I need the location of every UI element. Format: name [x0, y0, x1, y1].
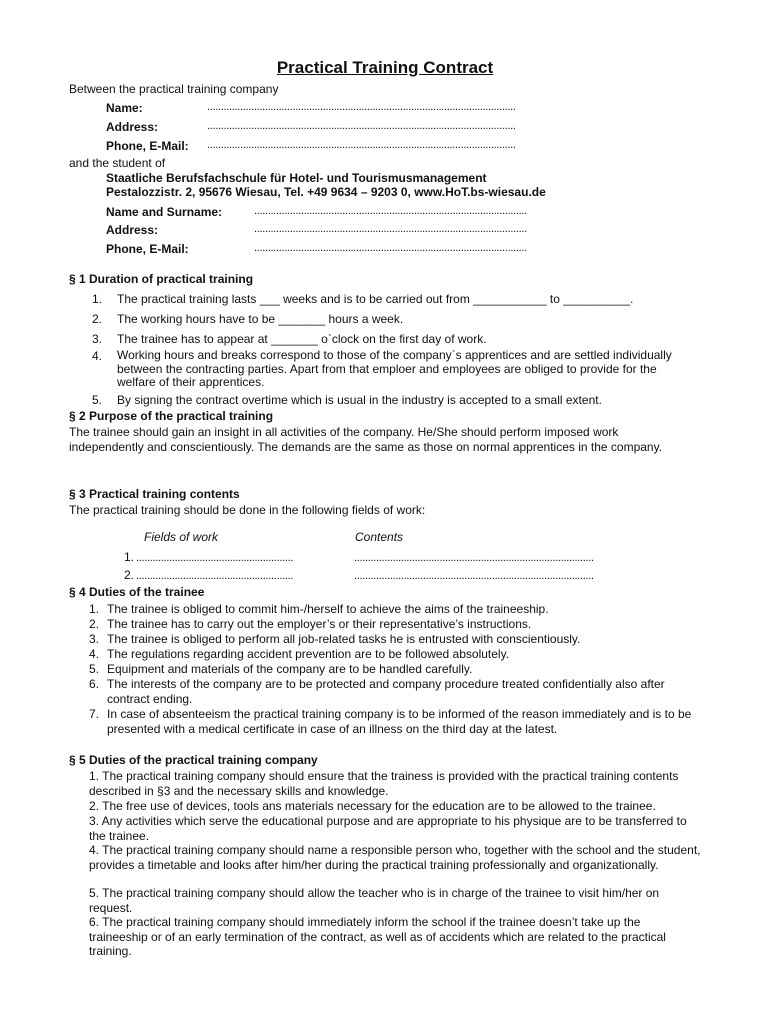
company-name-field[interactable]: ................................................................................................................ [207, 101, 516, 113]
s4-item-num: 3. [89, 632, 100, 646]
contents-header: Contents [355, 530, 404, 544]
s4-item-num: 6. [89, 677, 100, 691]
section-3-heading: § 3 Practical training contents [69, 487, 240, 501]
s1-item-text: The working hours have to be _______ hours a week. [117, 312, 404, 326]
s4-item-text: In case of absenteeism the practical training company is to be informed of the reason immediately and is to be presented with a medical certificate in case of an illness on the third day at the latest. [107, 707, 692, 736]
s4-item-text: The regulations regarding accident prevention are to be followed absolutely. [107, 647, 510, 661]
section-2-heading: § 2 Purpose of the practical training [69, 409, 274, 423]
fields-of-work-header: Fields of work [144, 530, 219, 544]
row-number: 1. [124, 550, 135, 564]
section-2-text: The trainee should gain an insight in all activities of the company. He/She should perform imposed work independently and conscientiously. The demands are the same as those on normal apprentices in the company. [69, 425, 663, 454]
section-3-text: The practical training should be done in the following fields of work: [69, 503, 426, 517]
page-title: Practical Training Contract [276, 58, 494, 77]
section-4-heading: § 4 Duties of the trainee [69, 585, 205, 599]
s5-paragraph: 2. The free use of devices, tools ans materials necessary for the education are to be allowed to the trainee. [89, 799, 656, 813]
s4-item-num: 2. [89, 617, 100, 631]
row-number: 2. [124, 568, 135, 582]
s4-item-num: 7. [89, 707, 100, 721]
s4-item-text: The trainee is obliged to perform all job-related tasks he is entrusted with conscientiously. [107, 632, 581, 646]
school-address: Pestalozzistr. 2, 95676 Wiesau, Tel. +49 9634 – 9203 0, www.HoT.bs-wiesau.de [106, 185, 546, 199]
student-phone-field[interactable]: ................................................................................................... [254, 242, 527, 254]
s5-paragraph: 5. The practical training company should allow the teacher who is in charge of the trainee to visit him/her on request. [89, 886, 660, 915]
company-name-label: Name: [106, 101, 143, 115]
student-address-field[interactable]: ................................................................................................... [254, 223, 527, 235]
s1-item-num: 1. [92, 292, 103, 306]
section-5-heading: § 5 Duties of the practical training company [69, 753, 318, 767]
s1-item-text: By signing the contract overtime which is usual in the industry is accepted to a small extent. [117, 393, 602, 407]
s1-item-text: Working hours and breaks correspond to those of the company`s apprentices and are settled individually between the contracting parties. Apart from that emploer and employees are obliged to provide for the welfare of their apprentices. [117, 348, 672, 389]
s4-item-num: 5. [89, 662, 100, 676]
s4-item-text: The interests of the company are to be protected and company procedure treated confidentially also after contract ending. [107, 677, 665, 706]
student-phone-label: Phone, E-Mail: [106, 242, 189, 256]
field-of-work-input[interactable]: ......................................................... [136, 552, 294, 564]
contents-input[interactable]: ....................................................................................... [354, 552, 594, 564]
s4-item-num: 1. [89, 602, 100, 616]
school-name: Staatliche Berufsfachschule für Hotel- und Tourismusmanagement [106, 171, 487, 185]
s1-item-num: 3. [92, 332, 103, 346]
student-address-label: Address: [106, 223, 159, 237]
company-intro: Between the practical training company [69, 82, 279, 96]
student-intro: and the student of [69, 156, 166, 170]
s5-paragraph: 6. The practical training company should immediately inform the school if the trainee doesn’t take up the traineeship or of an early termination of the contract, as well as of accidents which are related to the practical training. [89, 915, 666, 958]
s4-item-text: The trainee is obliged to commit him-/herself to achieve the aims of the traineeship. [107, 602, 549, 616]
s1-item-text: The trainee has to appear at _______ o`clock on the first day of work. [117, 332, 487, 346]
company-phone-label: Phone, E-Mail: [106, 139, 189, 153]
s5-paragraph: 1. The practical training company should ensure that the trainess is provided with the practical training contents described in §3 and the necessary skills and knowledge. [89, 769, 679, 798]
s4-item-text: The trainee has to carry out the employer’s or their representative’s instructions. [107, 617, 532, 631]
field-of-work-input[interactable]: ......................................................... [136, 570, 294, 582]
student-name-field[interactable]: ................................................................................................... [254, 205, 527, 217]
s1-item-num: 2. [92, 312, 103, 326]
student-name-label: Name and Surname: [106, 205, 223, 219]
company-phone-field[interactable]: ................................................................................................................ [207, 139, 516, 151]
s1-item-num: 5. [92, 393, 103, 407]
company-address-label: Address: [106, 120, 159, 134]
s4-item-num: 4. [89, 647, 100, 661]
s1-item-num: 4. [92, 349, 103, 363]
s1-item-text: The practical training lasts ___ weeks and is to be carried out from ___________ to __________. [117, 292, 634, 306]
s5-paragraph: 4. The practical training company should name a responsible person who, together with the school and the student, provides a timetable and looks after him/her during the practical training professionally and organizationally. [89, 843, 701, 872]
contents-input[interactable]: ....................................................................................... [354, 570, 594, 582]
s5-paragraph: 3. Any activities which serve the educational purpose and are appropriate to his physique are to be transferred to the trainee. [89, 814, 687, 843]
s4-item-text: Equipment and materials of the company are to be handled carefully. [107, 662, 473, 676]
section-1-heading: § 1 Duration of practical training [69, 272, 254, 286]
company-address-field[interactable]: ................................................................................................................ [207, 120, 516, 132]
